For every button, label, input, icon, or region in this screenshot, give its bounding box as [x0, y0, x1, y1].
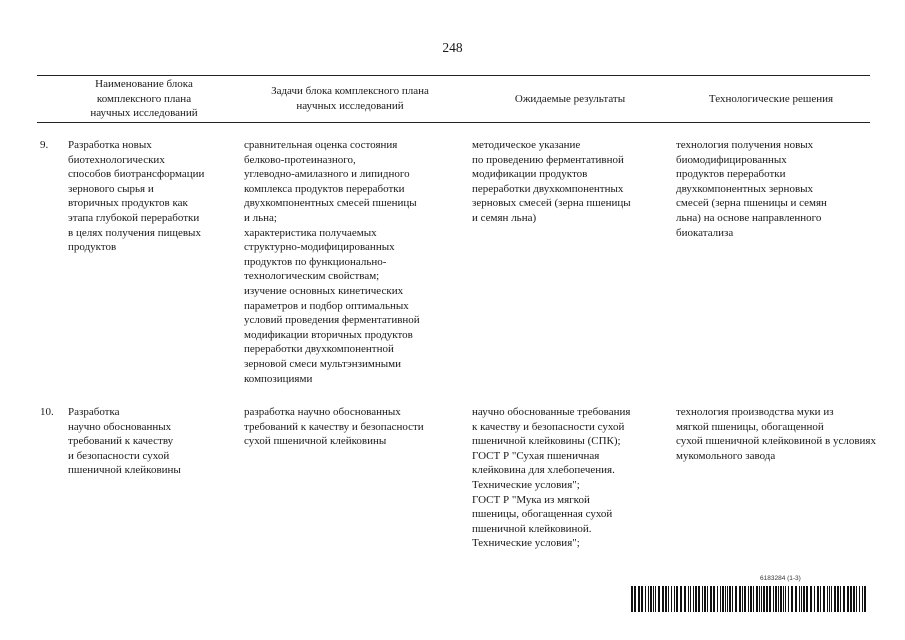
cell-line: пшеничной клейковины (СПК); [472, 435, 621, 448]
cell-line: мукомольного завода [676, 449, 776, 462]
cell-line: льна) на основе направленного [676, 211, 822, 224]
cell-line: Разработка [68, 406, 120, 418]
cell-line: ГОСТ Р "Мука из мягкой [472, 493, 590, 506]
page-number: 248 [442, 40, 463, 55]
cell-line: двухкомпонентных смесей пшеницы [244, 197, 417, 210]
column-header-block-name [64, 77, 224, 121]
cell-line: способов биотрансформации [68, 168, 205, 181]
cell-line: технология получения новых [676, 139, 814, 151]
cell-line: продуктов переработки [676, 168, 786, 181]
cell-line: условий проведения ферментативной [244, 314, 420, 327]
cell-tech-solutions [676, 138, 827, 240]
cell-line: двухкомпонентных зерновых [676, 182, 814, 195]
cell-line: и льна; [244, 211, 277, 224]
header-bottom-rule [37, 122, 870, 123]
cell-line: биокатализа [676, 226, 734, 239]
cell-line: вторичных продуктов как [68, 197, 188, 210]
column-header-expected-results [470, 77, 670, 121]
cell-line: технологическим свойствам; [244, 270, 380, 283]
cell-line: пшеничной клейковины [68, 464, 181, 477]
cell-line: углеводно-амилазного и липидного [244, 168, 410, 181]
cell-tech-solutions [676, 405, 876, 463]
row-number: 10. [40, 406, 54, 418]
cell-line: требований к качеству [68, 435, 174, 448]
cell-line: переработки двухкомпонентной [244, 343, 394, 356]
cell-line: зерновых смесей (зерна пшеницы [472, 197, 631, 210]
cell-line: продуктов по функционально- [244, 255, 387, 268]
cell-line: в целях получения пищевых [68, 226, 201, 239]
column-header-tasks [240, 77, 460, 121]
cell-line: по проведению ферментативной [472, 153, 624, 166]
header-line: комплексного плана [96, 92, 192, 105]
cell-line: композициями [244, 372, 313, 385]
cell-line: продуктов [68, 241, 117, 254]
cell-line: технология производства муки из [676, 406, 834, 418]
cell-line: сухой пшеничной клейковиной в условиях [676, 435, 876, 448]
cell-line: и безопасности сухой [68, 449, 170, 462]
cell-line: ГОСТ Р "Сухая пшеничная [472, 449, 600, 462]
cell-line: Технические условия"; [472, 537, 580, 550]
header-line: научных исследований [296, 100, 404, 112]
cell-line: характеристика получаемых [244, 226, 377, 239]
cell-line: требований к качеству и безопасности [244, 420, 424, 433]
cell-line: сравнительная оценка состояния [244, 139, 398, 151]
cell-line: белково-протеиназного, [244, 153, 356, 166]
cell-line: Технические условия"; [472, 478, 580, 491]
header-line: Задачи блока комплексного плана [271, 85, 429, 98]
row-number: 9. [40, 139, 49, 151]
cell-line: разработка научно обоснованных [244, 406, 401, 418]
column-header-tech-solutions [676, 77, 866, 121]
cell-block-name [68, 405, 181, 478]
cell-expected-results [472, 138, 631, 226]
cell-expected-results [472, 405, 630, 551]
cell-line: научно обоснованных [68, 420, 172, 433]
cell-line: и семян льна) [472, 211, 537, 224]
cell-line: мягкой пшеницы, обогащенной [676, 420, 824, 433]
cell-line: биомодифицированных [676, 153, 787, 166]
cell-line: научно обоснованные требования [472, 406, 631, 418]
cell-line: биотехнологических [68, 153, 165, 166]
cell-line: к качеству и безопасности сухой [472, 420, 625, 433]
cell-line: этапа глубокой переработки [68, 211, 200, 224]
cell-line: смесей (зерна пшеницы и семян [676, 197, 827, 210]
cell-line: пшеничной клейковиной. [472, 522, 592, 535]
cell-block-name [68, 138, 204, 255]
header-line: научных исследований [90, 107, 198, 120]
cell-line: методическое указание [472, 139, 581, 151]
cell-line: изучение основных кинетических [244, 284, 404, 297]
header-line: Ожидаемые результаты [514, 92, 626, 105]
cell-line: модификации продуктов [472, 168, 588, 181]
header-line: Наименование блока [95, 78, 193, 91]
cell-tasks [244, 138, 420, 386]
cell-line: комплекса продуктов переработки [244, 182, 405, 195]
cell-tasks [244, 405, 424, 449]
cell-line: модификации вторичных продуктов [244, 328, 413, 341]
cell-line: переработки двухкомпонентных [472, 182, 624, 195]
barcode [631, 586, 869, 612]
cell-line: параметров и подбор оптимальных [244, 299, 409, 312]
cell-line: Разработка новых [68, 139, 152, 151]
cell-line: структурно-модифицированных [244, 241, 395, 254]
cell-line: зернового сырья и [68, 182, 154, 195]
document-code: 6183284 (1-3) [760, 575, 801, 582]
cell-line: пшеницы, обогащенная сухой [472, 508, 613, 521]
cell-line: сухой пшеничной клейковины [244, 435, 387, 448]
table-top-rule [37, 75, 870, 76]
header-line: Технологические решения [708, 92, 834, 105]
cell-line: зерновой смеси мультэнзимными [244, 357, 401, 370]
cell-line: клейковина для хлебопечения. [472, 464, 615, 477]
